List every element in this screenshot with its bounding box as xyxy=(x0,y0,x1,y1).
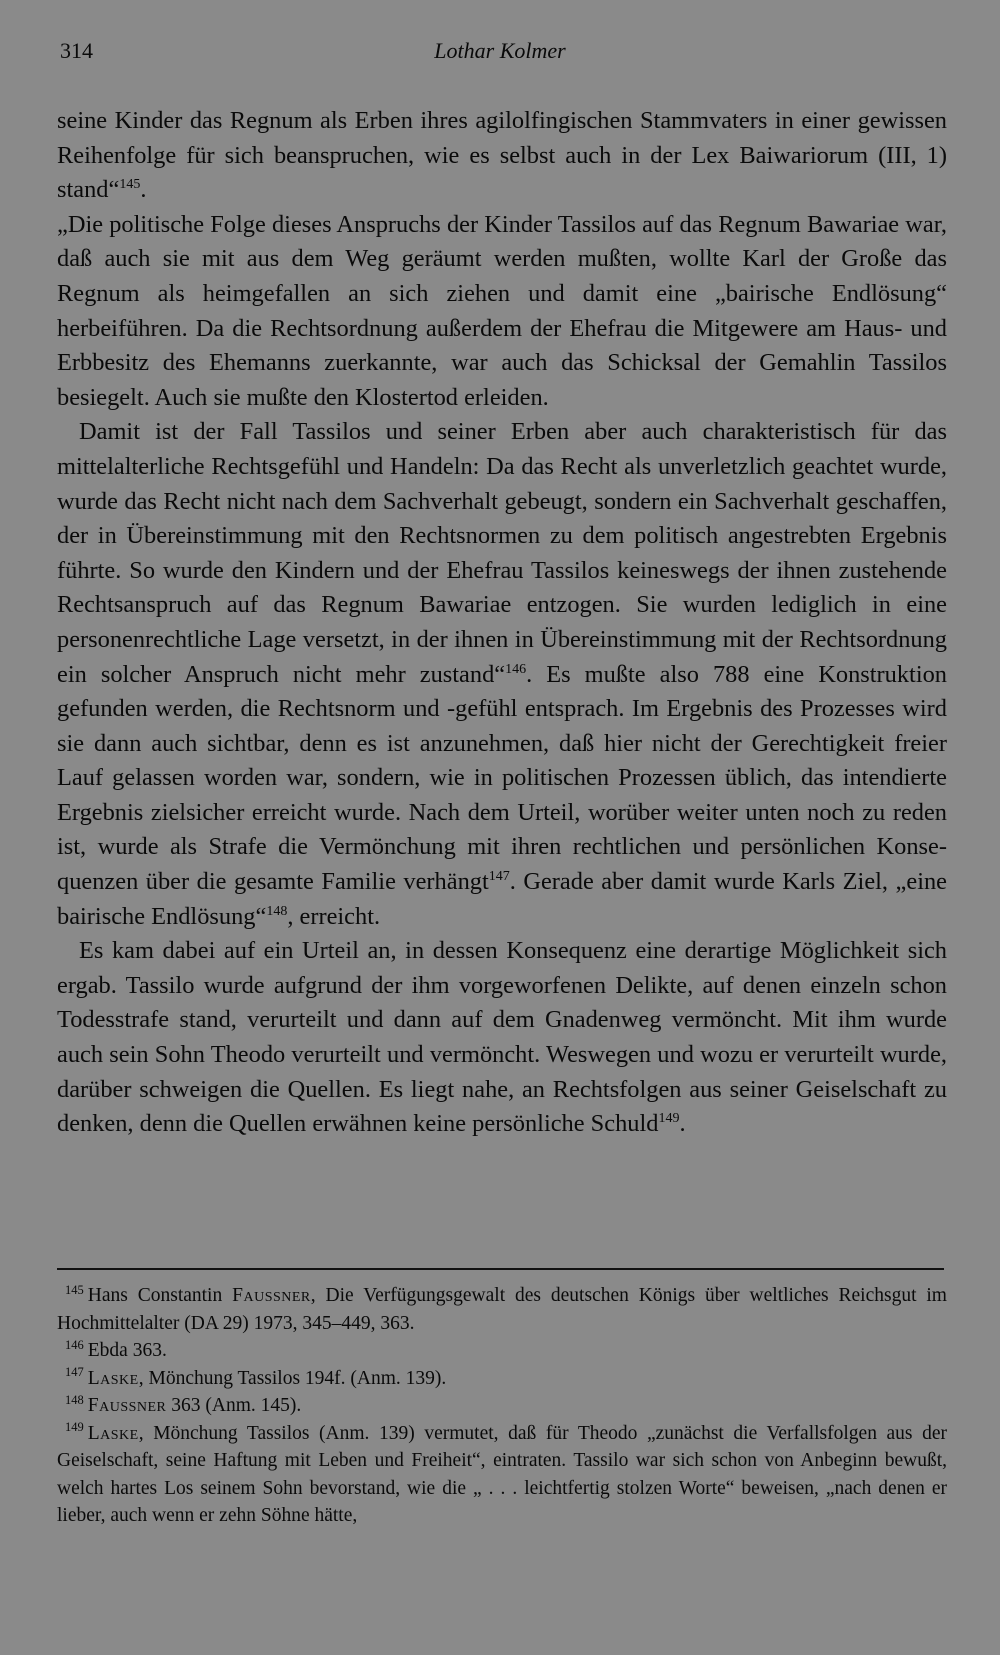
author-name: Laske xyxy=(87,1422,139,1444)
footnote xyxy=(57,1365,947,1393)
footnote-ref: 145 xyxy=(119,177,141,193)
running-head: Lothar Kolmer xyxy=(434,38,566,63)
text-run: „Die politische Folge dieses Anspruchs der Kinder Tassilos auf das Regnum Bawariae war, daß auch sie mit aus dem Weg geräumt werden mußten, wollte Karl der Große das Regnum als heimgefallen an sich ziehen und damit eine „bairische Endlösung“ herbeiführen. Da die Rechtsordnung außerdem der Ehefrau die Mitgewere am Haus- und Erbbesitz des Ehemanns zuerkannte, war auch das Schicksal der Gemahlin Tassilos besiegelt. Auch sie mußte den Klostertod erleiden. xyxy=(57,210,947,411)
text-run: Ebda 363. xyxy=(87,1340,167,1361)
text-run: , Die Verfügungsgewalt des deutschen Königs über weltliches Reichsgut im Hochmittelalter (DA 29) 1973, 345–449, 363. xyxy=(57,1285,947,1334)
footnotes xyxy=(57,1282,947,1530)
footnote-ref: 146 xyxy=(505,661,527,677)
footnote xyxy=(57,1392,947,1420)
author-name: Faussner xyxy=(87,1395,167,1416)
footnote-number: 148 xyxy=(65,1392,84,1407)
paragraph xyxy=(57,934,947,1142)
text-run: . Gerade aber damit wurde Karls Ziel, „eine bairische Endlösung“ xyxy=(57,868,947,930)
page-number: 314 xyxy=(60,38,93,63)
text-run: . xyxy=(140,176,147,204)
footnote-ref: 148 xyxy=(266,903,288,919)
text-run: , Mönchung Tassilos 194f. (Anm. 139). xyxy=(138,1367,447,1389)
paragraph xyxy=(57,208,947,416)
text-run: , Mönchung Tassilos (Anm. 139) vermutet, daß für Theodo „zunächst die Verfallsfolgen aus der Geiselschaft, seine Haftung mit Leben und Freiheit“, eintraten. Tassilo war sich schon von Anbeginn bewußt, welch hartes Los seinem Sohn bevorstand, wie die „ . . . leichtfertig stolzen Worte“ beweisen, „nach denen er lieber, auch wenn er zehn Söhne hätte, xyxy=(57,1422,947,1526)
footnote-number: 149 xyxy=(65,1420,84,1434)
text-run: 363 (Anm. 145). xyxy=(166,1395,302,1416)
author-name: Laske xyxy=(87,1367,139,1389)
text-run: Damit ist der Fall Tassilos und seiner Erben aber auch charakteristisch für das mittelalterliche Rechtsgefühl und Handeln: Da das Recht als unverletzlich geachtet wurde, wurde das Recht nicht nach dem Sachverhalt gebeugt, sondern ein Sachverhalt geschaffen, der in Übereinstimmung mit den Rechtsnormen zu dem politisch angestrebten Ergebnis führte. So wurde den Kindern und der Ehefrau Tassilos keineswegs der ihnen zustehende Rechtsanspruch auf das Regnum Bawariae entzogen. Sie wurden lediglich in eine personenrechtliche Lage versetzt, in der ihnen in Übereinstimmung mit der Rechtsordnung ein solcher Anspruch nicht mehr zustand“ xyxy=(57,418,947,688)
footnote xyxy=(57,1282,947,1337)
paragraph xyxy=(57,415,947,934)
page-header xyxy=(60,38,940,70)
text-run: Hans Constantin xyxy=(87,1285,233,1306)
text-run: . Es mußte also 788 eine Konstruktion gefunden werden, die Rechtsnorm und -gefühl entsprach. Im Ergebnis des Prozesses wird sie dann auch sichtbar, denn es ist anzunehmen, daß hier nicht der Gerechtigkeit freier Lauf gelassen worden war, sondern, wie in politischen Prozessen üblich, das intendierte Ergebnis zielsicher erreicht wurde. Nach dem Urteil, worüber weiter unten noch zu reden ist, wurde als Strafe die Vermönchung mit ihren rechtlichen und persönlichen Konsequenzen über die gesamte Familie verhängt xyxy=(57,660,947,896)
footnote-separator xyxy=(57,1268,944,1270)
text-run: , erreicht. xyxy=(287,902,381,930)
footnote xyxy=(57,1337,947,1365)
main-text xyxy=(57,104,947,1142)
footnote-number: 146 xyxy=(65,1337,84,1352)
footnote-number: 145 xyxy=(65,1282,84,1297)
footnote xyxy=(57,1420,947,1530)
text-run: . xyxy=(679,1110,686,1138)
author-name: Faussner xyxy=(232,1285,311,1306)
paragraph xyxy=(57,104,947,208)
text-run: Es kam dabei auf ein Urteil an, in dessen Konsequenz eine derartige Möglichkeit sich ergab. Tassilo wurde aufgrund der ihm vorgeworfenen Delikte, auf denen einzeln schon Todesstrafe stand, verurteilt und dann auf dem Gnadenweg vermöncht. Mit ihm wurde auch sein Sohn Theodo verurteilt und vermöncht. Weswegen und wozu er verurteilt wurde, darüber schweigen die Quellen. Es liegt nahe, an Rechtsfolgen aus seiner Geiselschaft zu denken, denn die Quellen erwähnen keine persönliche Schuld xyxy=(57,937,947,1138)
footnote-ref: 147 xyxy=(488,868,510,884)
footnote-number: 147 xyxy=(65,1365,84,1379)
footnote-ref: 149 xyxy=(658,1111,680,1127)
text-run: seine Kinder das Regnum als Erben ihres agilolfingischen Stammvaters in einer gewissen Reihenfolge für sich beanspruchen, wie es selbst auch in der Lex Baiwariorum (III, 1) stand“ xyxy=(57,107,947,204)
